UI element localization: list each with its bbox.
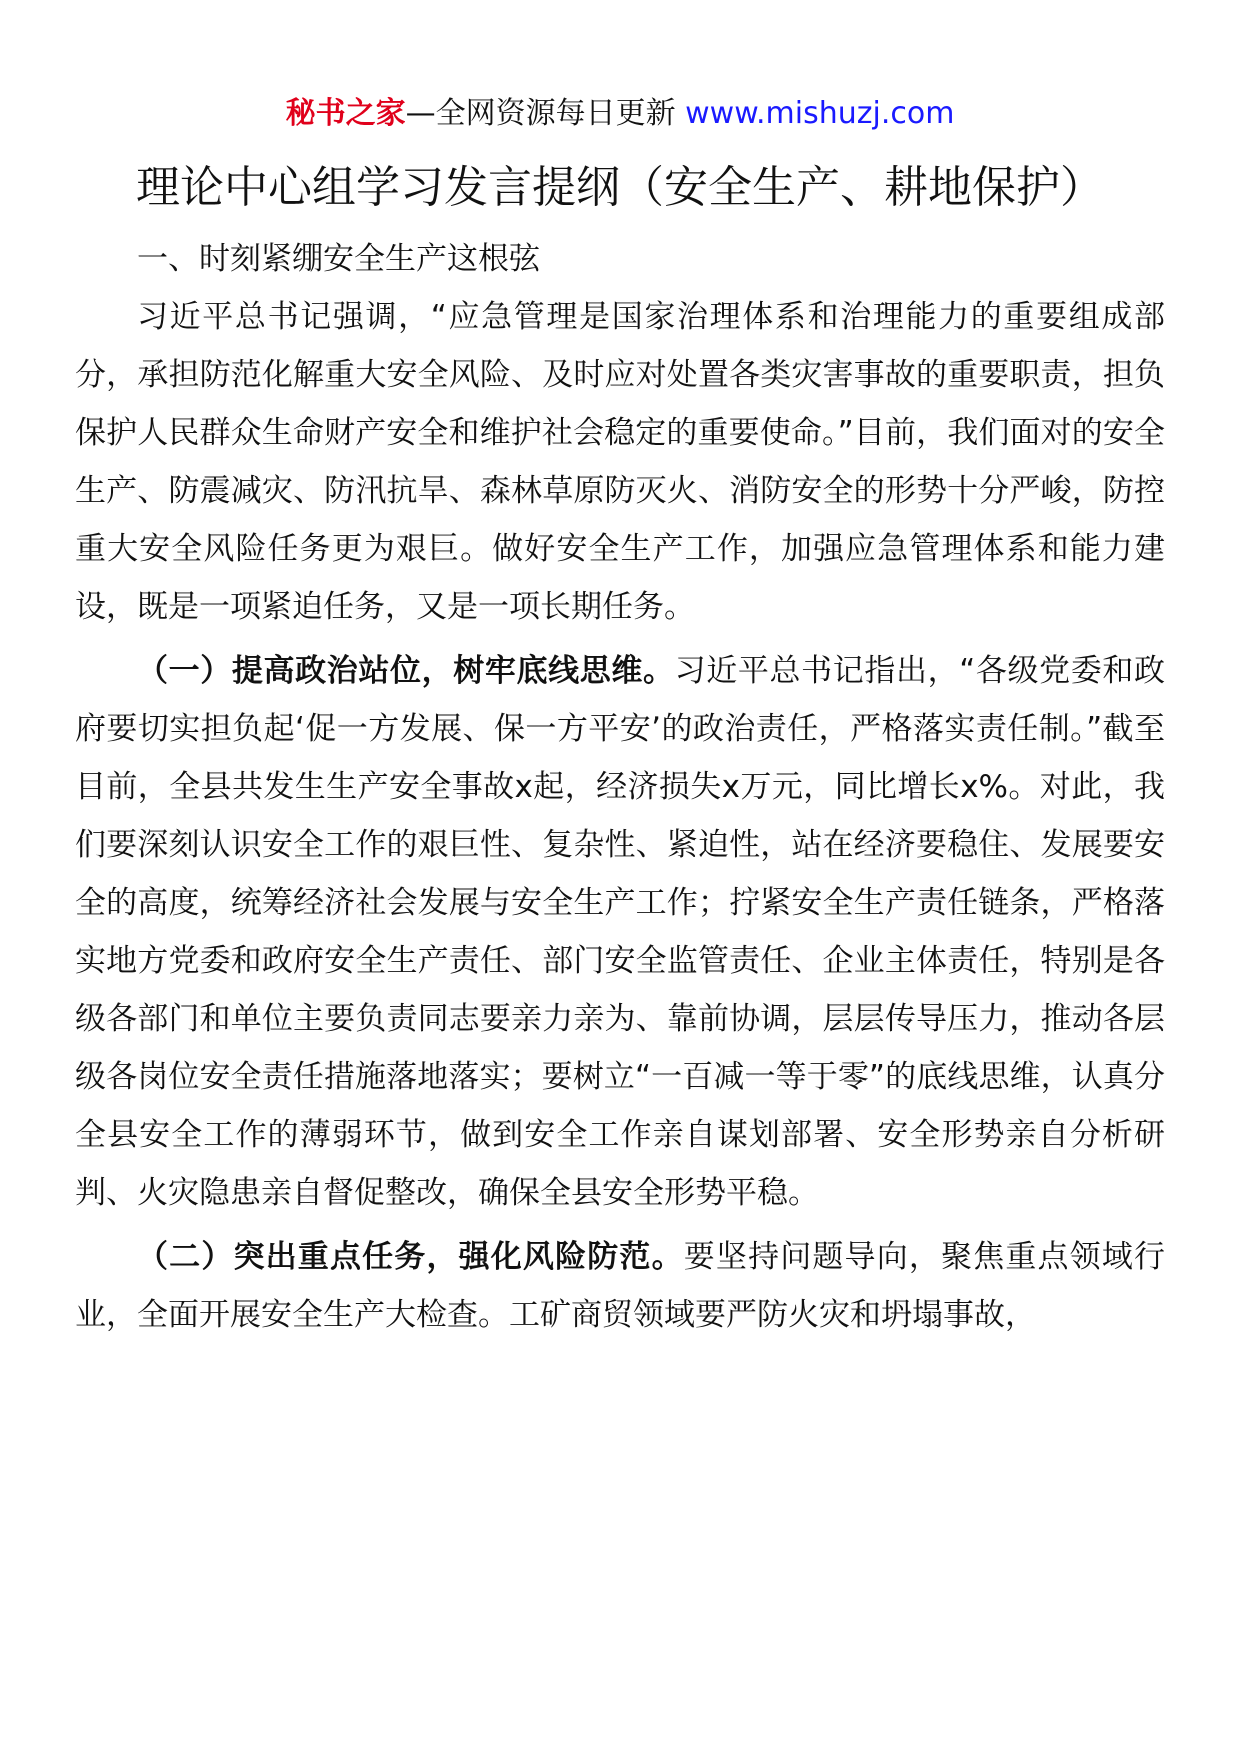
paragraph [75, 1228, 1165, 1344]
document-body [75, 230, 1165, 1344]
subheading-lead: （二）突出重点任务，强化风险防范。 [137, 1239, 684, 1275]
section-heading: 一、时刻紧绷安全生产这根弦 [137, 241, 540, 277]
site-brand: 秘书之家 [285, 96, 406, 131]
paragraph-text: 要坚持问题导向，聚焦重点领域行业，全面开展安全生产大检查。工矿商贸领域要严防火灾和坍塌事故， [75, 1239, 1166, 1333]
document-title: 理论中心组学习发言提纲（安全生产、耕地保护） [136, 162, 1104, 213]
site-url-link[interactable]: www.mishuzj.com [685, 96, 955, 131]
site-header [0, 94, 1240, 134]
site-tagline: —全网资源每日更新 [405, 96, 686, 131]
paragraph-text: 习近平总书记指出，“各级党委和政府要切实担负起‘促一方发展、保一方平安’的政治责任，严格落实责任制。”截至目前，全县共发生生产安全事故x起，经济损失x万元，同比增长x%。对此，我们要深刻认识安全工作的艰巨性、复杂性、紧迫性，站在经济要稳住、发展要安全的高度，统筹经济社会发展与安全生产工作；拧紧安全生产责任链条，严格落实地方党委和政府安全生产责任、部门安全监管责任、企业主体责任，特别是各级各部门和单位主要负责同志要亲力亲为、靠前协调，层层传导压力，推动各层级各岗位安全责任措施落地落实；要树立“一百减一等于零”的底线思维，认真分全县安全工作的薄弱环节，做到安全工作亲自谋划部署、安全形势亲自分析研判、火灾隐患亲自督促整改，确保全县安全形势平稳。 [75, 653, 1165, 1211]
paragraph: 习近平总书记强调，“应急管理是国家治理体系和治理能力的重要组成部分，承担防范化解重大安全风险、及时应对处置各类灾害事故的重要职责，担负保护人民群众生命财产安全和维护社会稳定的重要使命。”目前，我们面对的安全生产、防震减灾、防汛抗旱、森林草原防灭火、消防安全的形势十分严峻，防控重大安全风险任务更为艰巨。做好安全生产工作，加强应急管理体系和能力建设，既是一项紧迫任务，又是一项长期任务。 [75, 299, 1165, 625]
paragraph [75, 642, 1165, 1222]
subheading-lead: （一）提高政治站位，树牢底线思维。 [137, 653, 675, 689]
